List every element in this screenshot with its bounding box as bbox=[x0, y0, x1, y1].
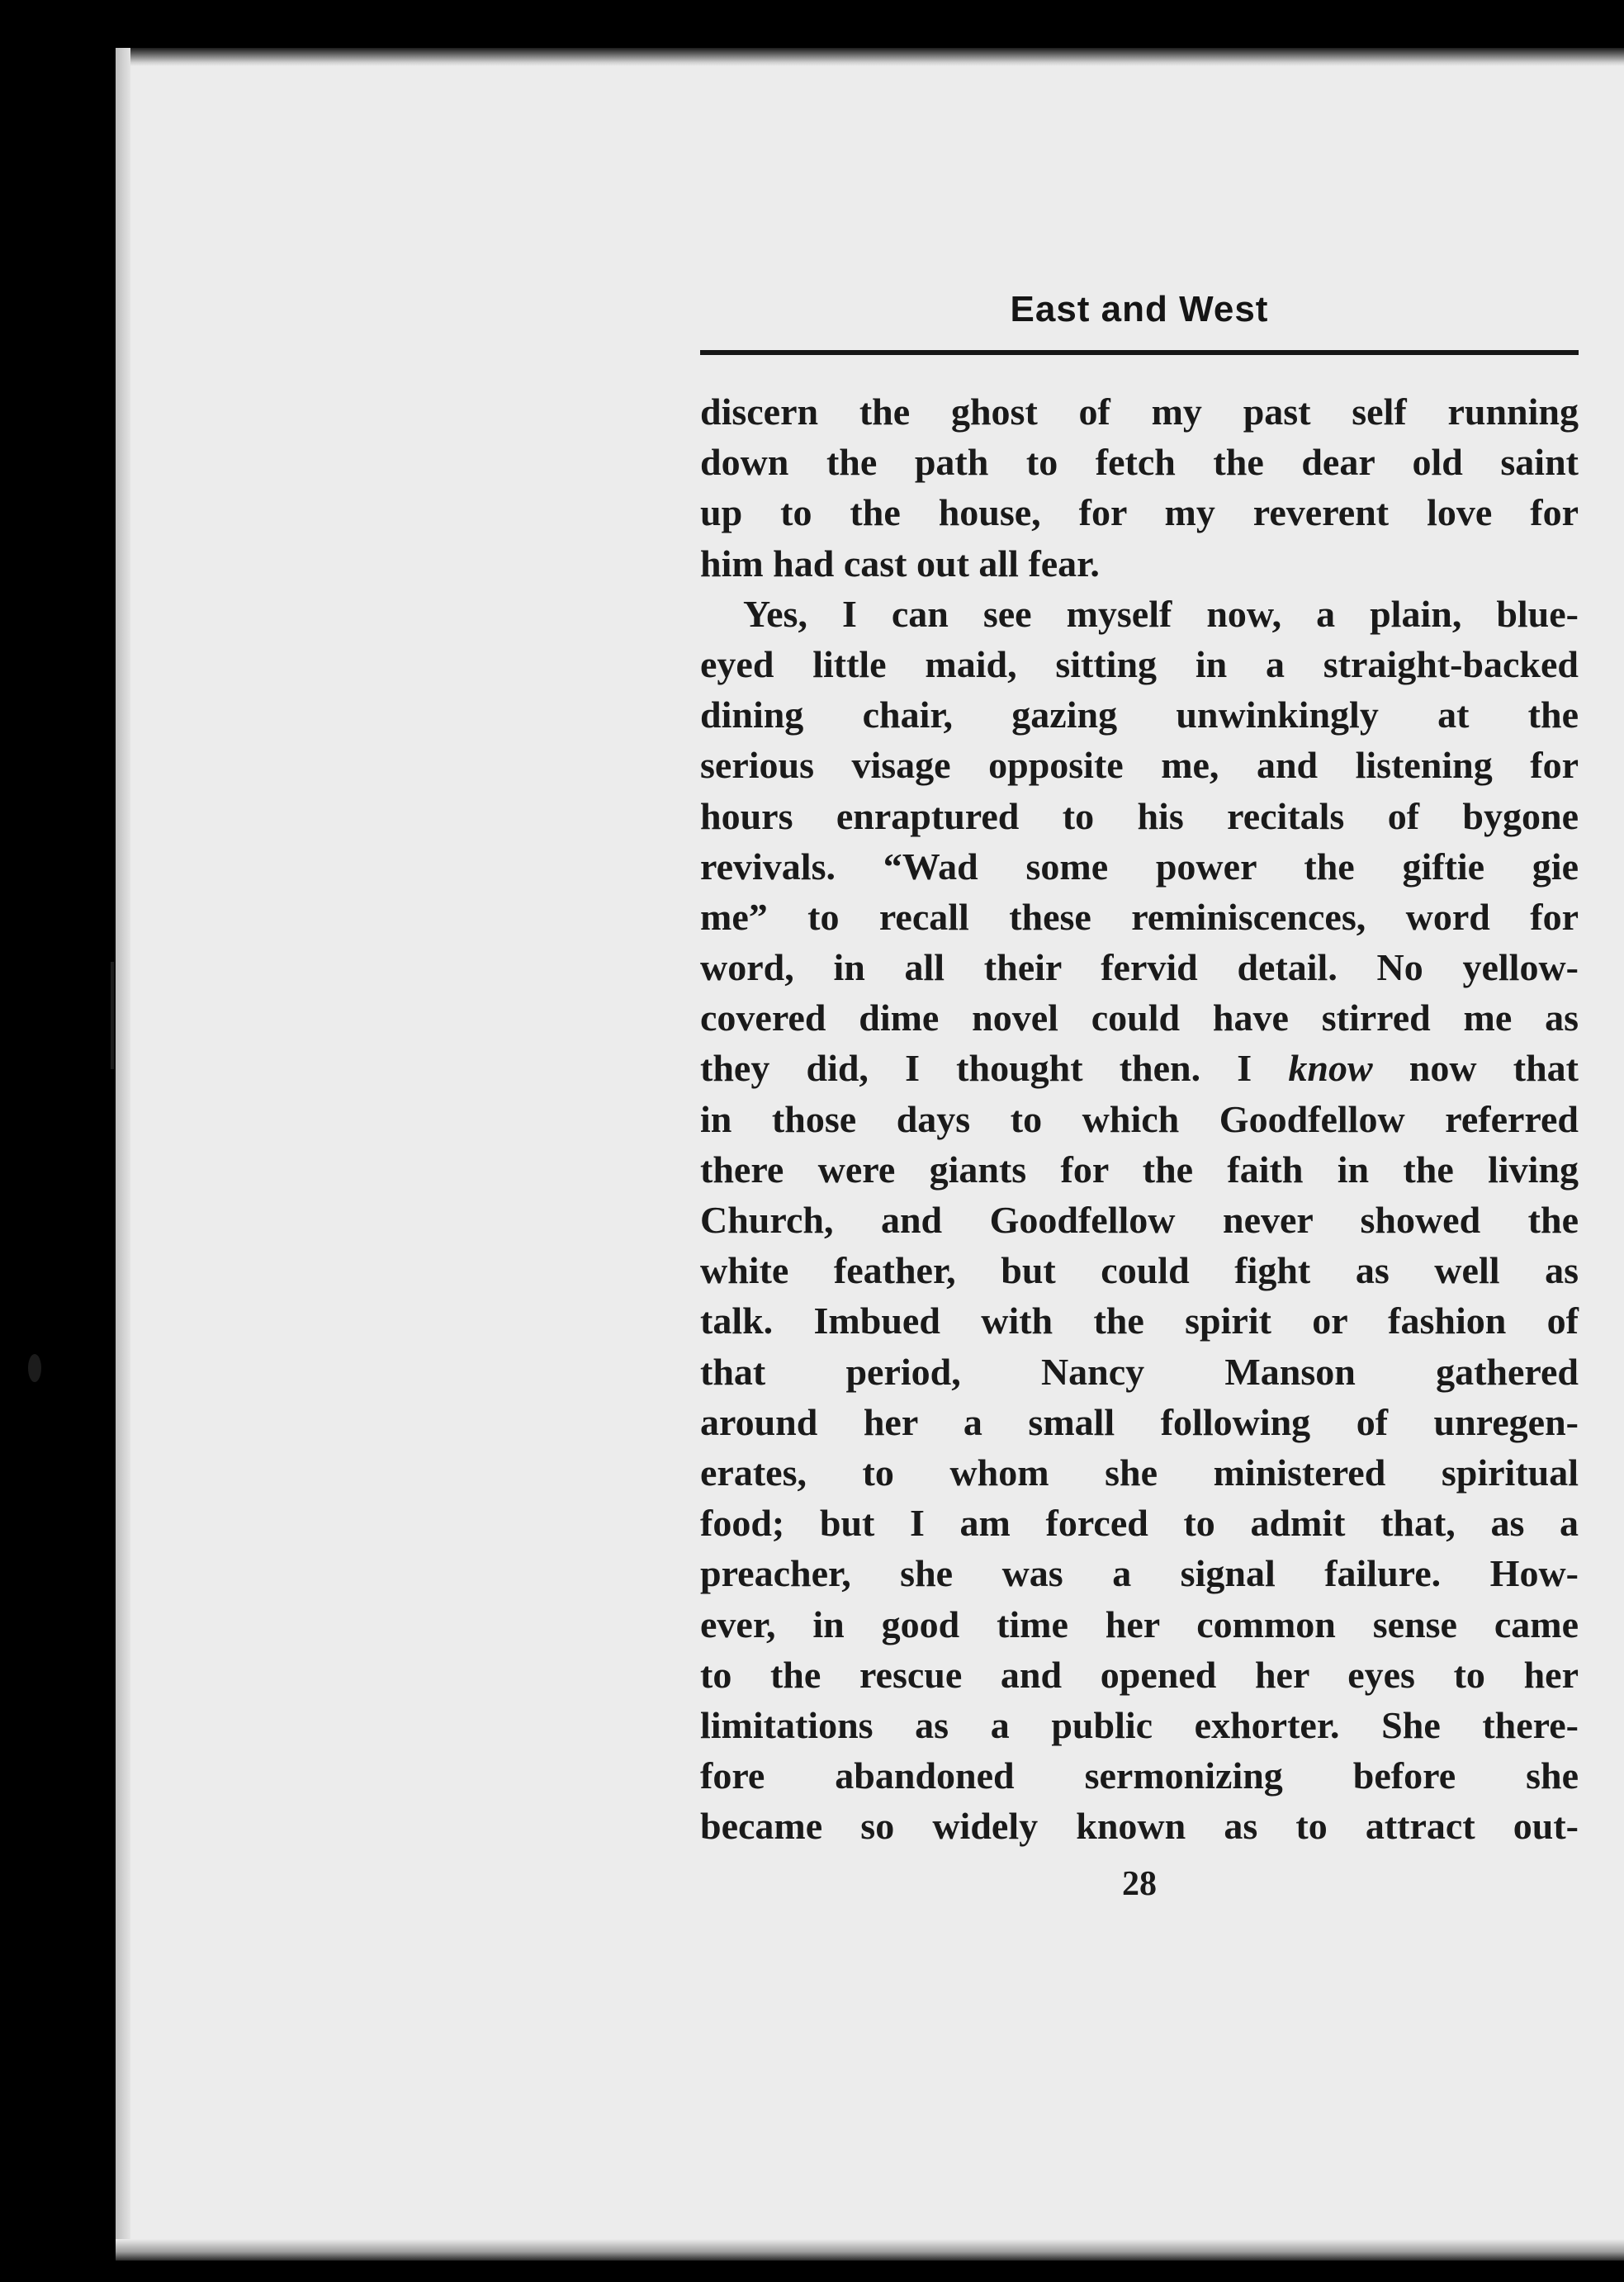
text-line: limitations as a public exhorter. She there- bbox=[700, 1703, 1579, 1746]
text-line: white feather, but could fight as well as bbox=[700, 1249, 1579, 1292]
text-line: dining chair, gazing unwinkingly at the bbox=[700, 694, 1579, 736]
margin-mark bbox=[28, 1354, 41, 1382]
margin-mark bbox=[111, 962, 114, 1069]
text-line: down the path to fetch the dear old saint bbox=[700, 441, 1579, 484]
text-line bbox=[700, 1043, 1579, 1093]
text-line: food; but I am forced to admit that, as a bbox=[700, 1502, 1579, 1545]
text-line: in those days to which Goodfellow referred bbox=[700, 1097, 1579, 1140]
text-segment: they did, I thought then. I bbox=[700, 1047, 1289, 1090]
text-line: became so widely known as to attract out- bbox=[700, 1805, 1579, 1848]
page-number: 28 bbox=[1122, 1865, 1157, 1903]
text-line: word, in all their fervid detail. No yellow- bbox=[700, 946, 1579, 989]
text-line: fore abandoned sermonizing before she bbox=[700, 1754, 1579, 1797]
text-line: him had cast out all fear. bbox=[700, 542, 1100, 585]
text-segment: now that bbox=[1372, 1047, 1579, 1090]
text-line: me” to recall these reminiscences, word for bbox=[700, 895, 1579, 938]
text-line: eyed little maid, sitting in a straight-backed bbox=[700, 642, 1579, 685]
italic-emphasis: know bbox=[1288, 1047, 1373, 1090]
text-line: hours enraptured to his recitals of bygone bbox=[700, 794, 1579, 837]
text-line: Yes, I can see myself now, a plain, blue- bbox=[743, 592, 1579, 635]
text-line: preacher, she was a signal failure. How- bbox=[700, 1552, 1579, 1595]
page-bottom-edge bbox=[116, 2239, 1624, 2261]
text-line: covered dime novel could have stirred me as bbox=[700, 997, 1579, 1039]
header-rule bbox=[700, 350, 1579, 355]
body-text bbox=[700, 386, 1579, 1851]
page-left-edge bbox=[116, 48, 130, 2261]
text-line: revivals. “Wad some power the giftie gie bbox=[700, 845, 1579, 888]
page-top-edge bbox=[116, 48, 1624, 66]
text-line: ever, in good time her common sense came bbox=[700, 1603, 1579, 1645]
running-head: East and West bbox=[1010, 289, 1269, 329]
text-line: around her a small following of unregen- bbox=[700, 1400, 1579, 1443]
text-line: that period, Nancy Manson gathered bbox=[700, 1350, 1579, 1393]
text-line: serious visage opposite me, and listening for bbox=[700, 744, 1579, 787]
text-line: up to the house, for my reverent love for bbox=[700, 491, 1579, 534]
text-line: talk. Imbued with the spirit or fashion of bbox=[700, 1300, 1579, 1342]
text-line: there were giants for the faith in the living bbox=[700, 1148, 1579, 1191]
text-line: Church, and Goodfellow never showed the bbox=[700, 1199, 1579, 1241]
text-line: erates, to whom she ministered spiritual bbox=[700, 1451, 1579, 1494]
text-line: to the rescue and opened her eyes to her bbox=[700, 1653, 1579, 1696]
text-line: discern the ghost of my past self running bbox=[700, 391, 1579, 433]
